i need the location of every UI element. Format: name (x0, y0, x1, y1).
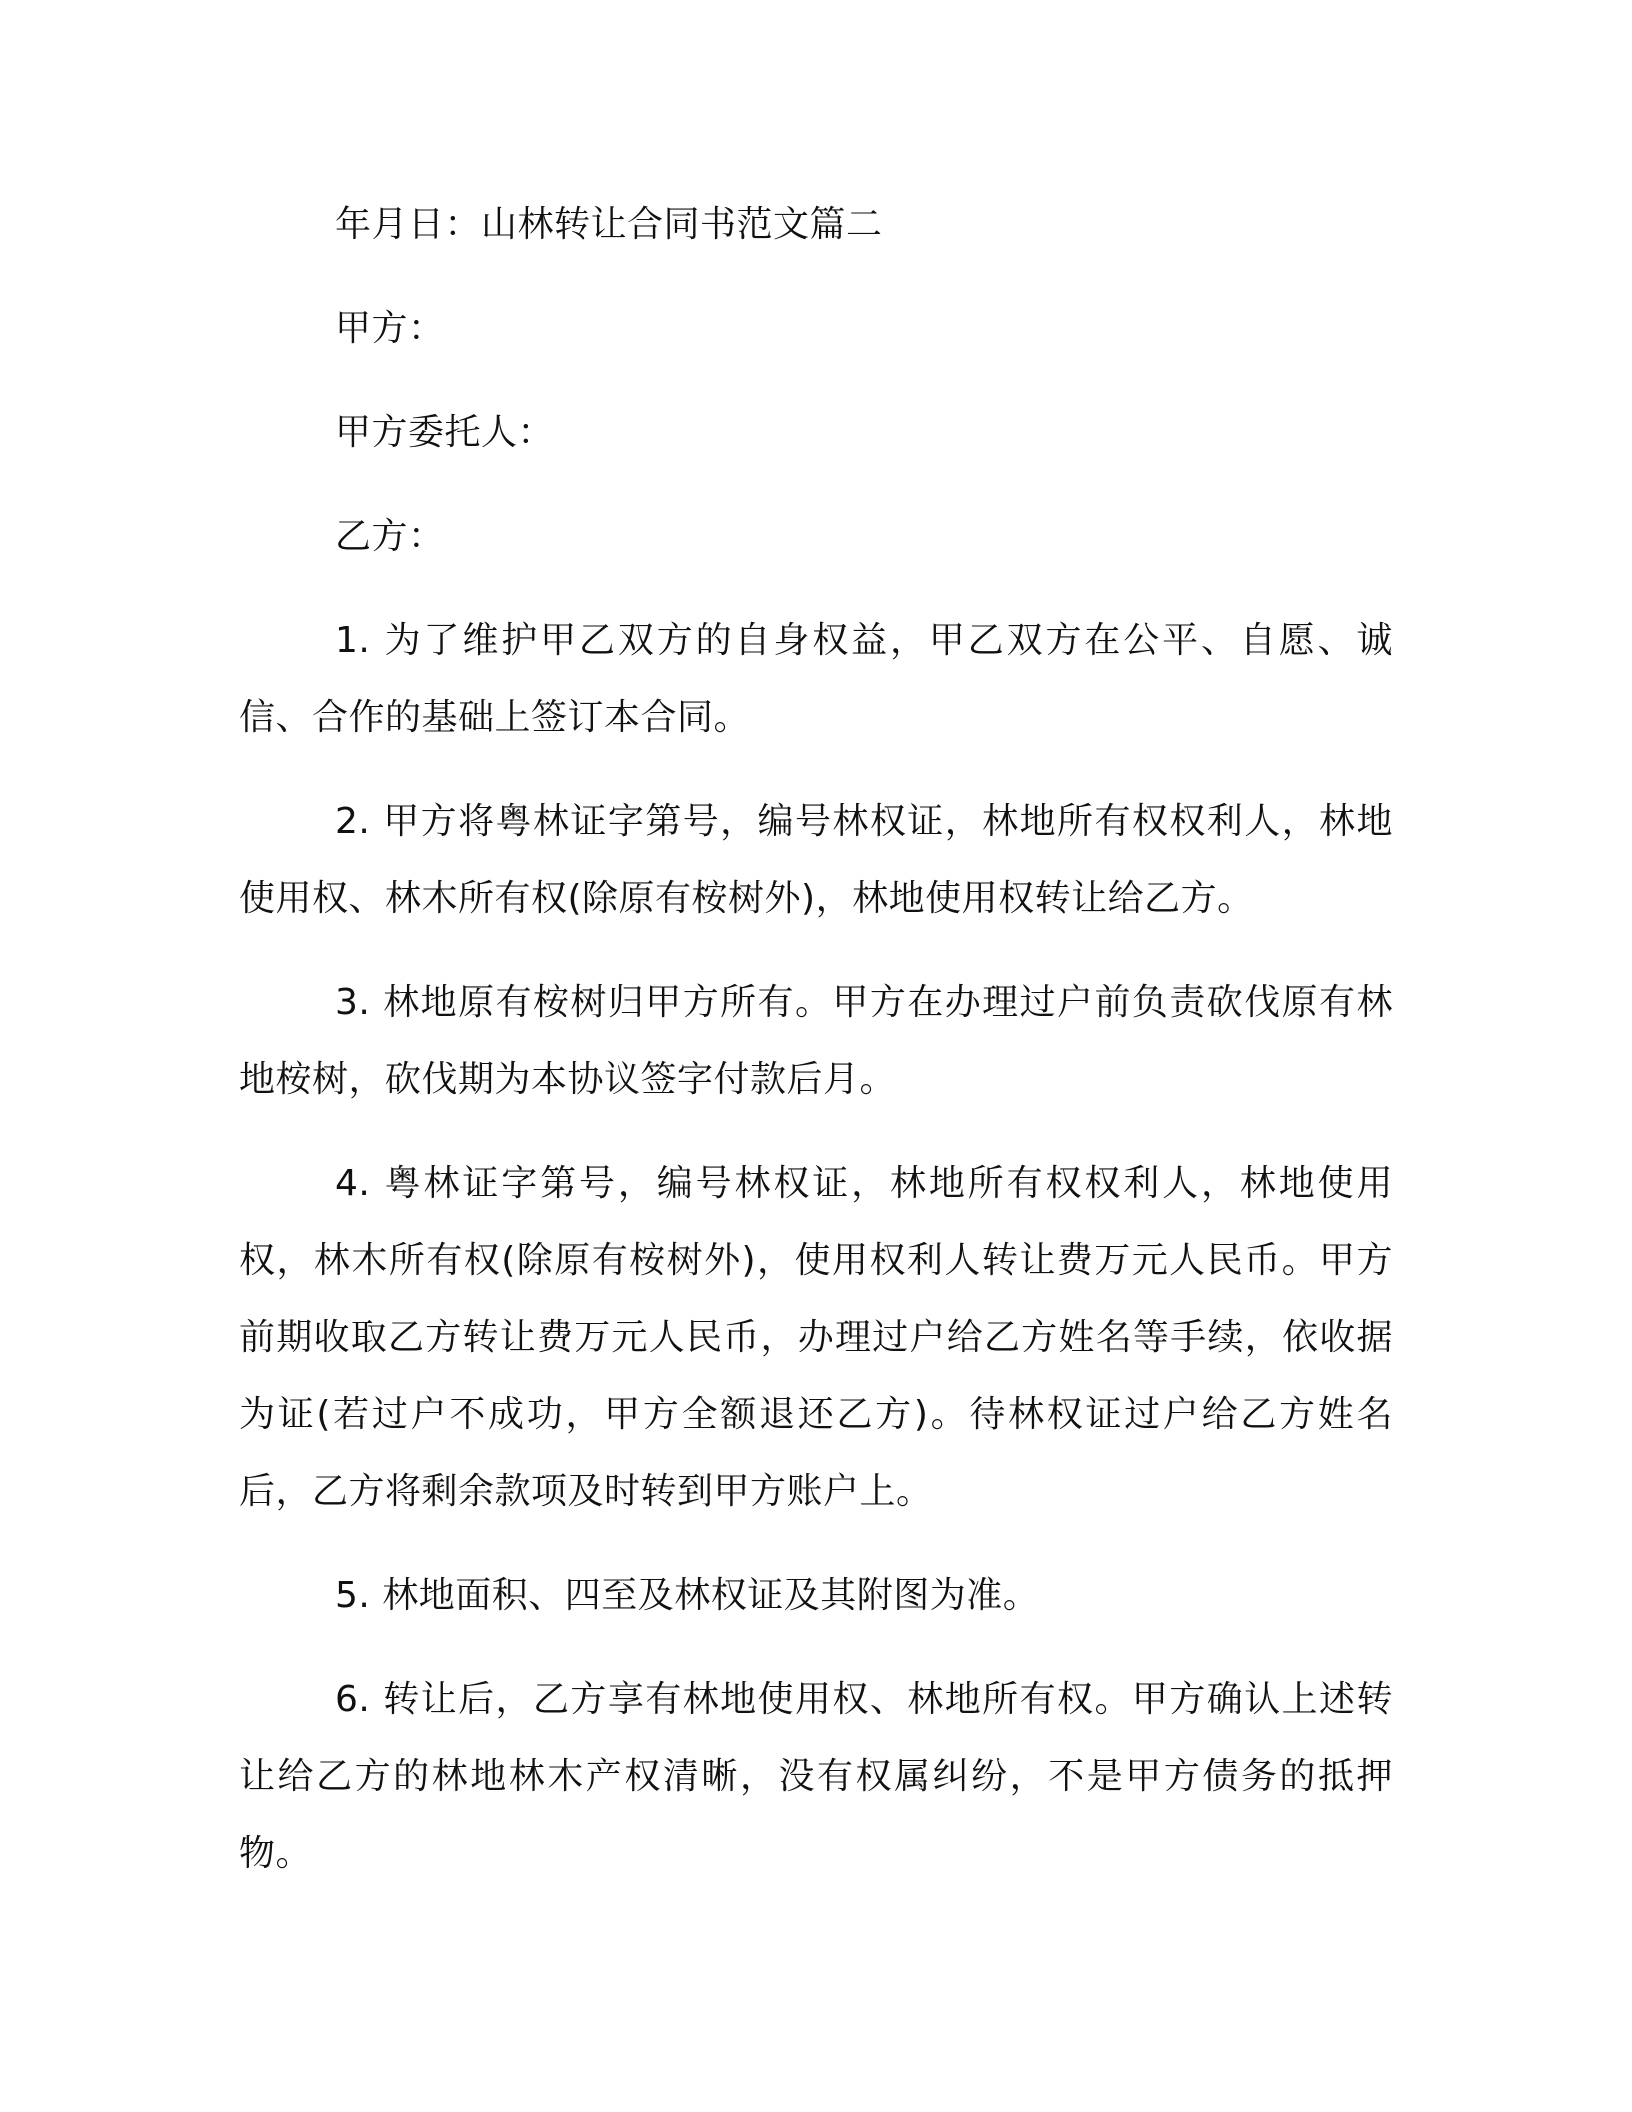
clause-3: 3. 林地原有桉树归甲方所有。甲方在办理过户前负责砍伐原有林地桉树，砍伐期为本协议签字付款后月。 (239, 982, 1393, 1100)
party-b-line: 乙方： (335, 516, 445, 557)
document-body (239, 186, 1393, 1919)
clause-1: 1. 为了维护甲乙双方的自身权益，甲乙双方在公平、自愿、诚信、合作的基础上签订本合同。 (239, 620, 1393, 738)
clause-4: 4. 粤林证字第号，编号林权证，林地所有权权利人，林地使用权，林木所有权(除原有桉树外)，使用权利人转让费万元人民币。甲方前期收取乙方转让费万元人民币，办理过户给乙方姓名等手续，依收据为证(若过户不成功，甲方全额退还乙方)。待林权证过户给乙方姓名后，乙方将剩余款项及时转到甲方账户上。 (239, 1163, 1393, 1512)
party-a-line: 甲方： (335, 308, 445, 349)
clause-5: 5. 林地面积、四至及林权证及其附图为准。 (335, 1575, 1040, 1616)
document-heading: 年月日：山林转让合同书范文篇二 (335, 204, 883, 245)
clause-2: 2. 甲方将粤林证字第号，编号林权证，林地所有权权利人，林地使用权、林木所有权(除原有桉树外)，林地使用权转让给乙方。 (239, 801, 1393, 919)
party-a-agent-line: 甲方委托人： (335, 412, 555, 453)
clause-6: 6. 转让后，乙方享有林地使用权、林地所有权。甲方确认上述转让给乙方的林地林木产权清晰，没有权属纠纷，不是甲方债务的抵押物。 (239, 1679, 1393, 1874)
